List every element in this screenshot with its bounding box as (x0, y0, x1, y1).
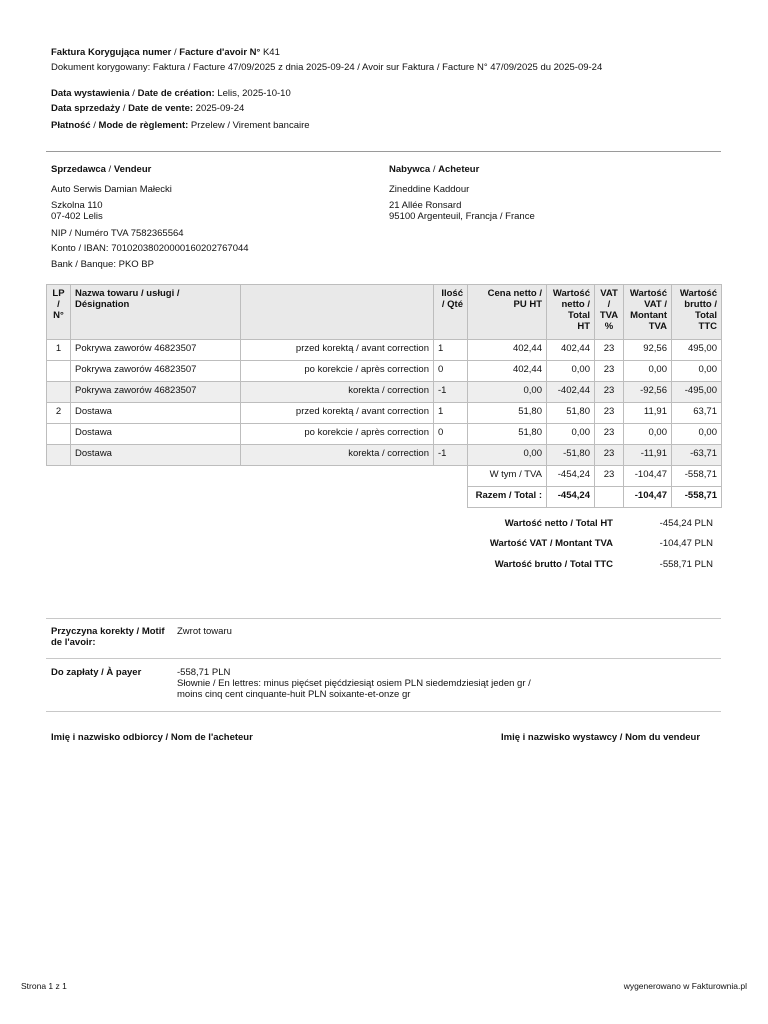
table-header-row (47, 285, 722, 340)
col-lp (47, 285, 71, 340)
cell-net: -402,44 (547, 382, 595, 403)
total-row (47, 487, 722, 508)
cell-vat: 23 (595, 445, 624, 466)
cell-net: 0,00 (547, 424, 595, 445)
reason-label-line1: Przyczyna korekty / Motif (51, 626, 165, 637)
total-row-vat-amount: -104,47 (624, 487, 672, 508)
cell-lp: 1 (47, 340, 71, 361)
cell-vat: 23 (595, 340, 624, 361)
col-qty-line: Ilość (441, 288, 463, 299)
col-vat-amount-line: Wartość (629, 288, 667, 299)
col-name-line: Nazwa towaru / usługi / (75, 288, 180, 299)
cell-kind: korekta / correction (241, 382, 434, 403)
sale-date: Data sprzedaży / Date de vente: 2025-09-24 (51, 103, 245, 114)
title-sep: / (171, 47, 180, 58)
cell-vat-amount: -11,91 (624, 445, 672, 466)
cell-vat-amount: -92,56 (624, 382, 672, 403)
reason-label (51, 626, 176, 648)
col-price-line: Cena netto / (487, 288, 542, 299)
col-net (547, 285, 595, 340)
cell-lp (47, 445, 71, 466)
col-vat-amount (624, 285, 672, 340)
summary-net-value: -454,24 PLN (659, 518, 713, 529)
cell-price: 402,44 (468, 361, 547, 382)
col-kind (241, 285, 434, 340)
col-vat-amount-line: TVA (648, 321, 667, 332)
cell-name: Pokrywa zaworów 46823507 (71, 340, 241, 361)
col-price (468, 285, 547, 340)
page-number: Strona 1 z 1 (21, 981, 67, 991)
signature-divider (46, 711, 721, 712)
buyer-heading-pl: Nabywca (389, 164, 431, 175)
col-net-line: Wartość (552, 288, 590, 299)
payable-words-line2: moins cinq cent cinquante-huit PLN soixante-et-onze gr (177, 689, 411, 700)
cell-vat-amount: 0,00 (624, 424, 672, 445)
col-vat-line: TVA (599, 310, 619, 321)
col-net-line: netto / (561, 299, 590, 310)
cell-gross: 0,00 (672, 424, 722, 445)
col-gross-line: brutto / (684, 299, 717, 310)
vat-row-gross: -558,71 (672, 466, 722, 487)
seller-signature-label: Imię i nazwisko wystawcy / Nom du vendeur (501, 732, 701, 743)
col-vat-amount-line: Montant (630, 310, 667, 321)
vat-row-label: W tym / TVA (468, 466, 547, 487)
cell-vat-amount: 0,00 (624, 361, 672, 382)
cell-qty: 0 (434, 424, 468, 445)
reason-value: Zwrot towaru (177, 626, 232, 637)
payment-value: Przelew / Virement bancaire (190, 120, 310, 131)
col-vat-amount-line: VAT / (644, 299, 667, 310)
cell-kind: korekta / correction (241, 445, 434, 466)
cell-name: Dostawa (71, 445, 241, 466)
payable-divider (46, 658, 721, 659)
table-row (47, 424, 722, 445)
table-row (47, 382, 722, 403)
payable-words-line1: Słownie / En lettres: minus pięćset pięćdziesiąt osiem PLN siedemdziesiąt jeden gr / (177, 678, 531, 689)
cell-price: 0,00 (468, 382, 547, 403)
cell-gross: 0,00 (672, 361, 722, 382)
cell-kind: przed korektą / avant correction (241, 403, 434, 424)
col-lp-line: / (57, 299, 60, 310)
cell-gross: -495,00 (672, 382, 722, 403)
blank-cell (47, 466, 468, 487)
col-net-line: Total (568, 310, 590, 321)
cell-gross: 63,71 (672, 403, 722, 424)
cell-name: Dostawa (71, 424, 241, 445)
table-row (47, 361, 722, 382)
items-table (46, 284, 722, 508)
sale-date-label: Data sprzedaży (51, 103, 121, 114)
payable-block (177, 667, 531, 700)
buyer-street: 21 Allée Ronsard (389, 200, 462, 211)
title-label-fr: Facture d'avoir N° (179, 47, 261, 58)
cell-net: -51,80 (547, 445, 595, 466)
payable-amount: -558,71 PLN (177, 667, 231, 678)
cell-gross: 495,00 (672, 340, 722, 361)
col-lp-line: N° (53, 310, 64, 321)
issue-date-label: Data wystawienia (51, 88, 130, 99)
seller-heading: Sprzedawca / Vendeur (51, 164, 152, 175)
cell-kind: przed korektą / avant correction (241, 340, 434, 361)
invoice-title (51, 46, 280, 60)
cell-name: Pokrywa zaworów 46823507 (71, 382, 241, 403)
payment-method: Płatność / Mode de règlement: Przelew / Virement bancaire (51, 120, 310, 131)
summary-gross-value: -558,71 PLN (659, 559, 713, 570)
seller-heading-pl: Sprzedawca (51, 164, 106, 175)
cell-kind: po korekcie / après correction (241, 424, 434, 445)
total-row-label: Razem / Total : (468, 487, 547, 508)
col-vat (595, 285, 624, 340)
table-row (47, 340, 722, 361)
cell-qty: 1 (434, 403, 468, 424)
invoice-number: K41 (262, 47, 280, 58)
summary-gross-label: Wartość brutto / Total TTC (494, 559, 613, 570)
reason-label-line2: de l'avoir: (51, 637, 96, 648)
cell-vat: 23 (595, 382, 624, 403)
col-price-line: PU HT (513, 299, 542, 310)
col-name (71, 285, 241, 340)
generated-by: wygenerowano w Fakturownia.pl (623, 981, 747, 991)
cell-net: 0,00 (547, 361, 595, 382)
sale-date-label-fr: Date de vente: (128, 103, 194, 114)
cell-qty: 0 (434, 361, 468, 382)
col-gross-line: Total (695, 310, 717, 321)
col-vat-line: / (607, 299, 611, 310)
sale-date-value: 2025-09-24 (195, 103, 245, 114)
cell-net: 402,44 (547, 340, 595, 361)
payment-label: Płatność (51, 120, 91, 131)
cell-vat-amount: 92,56 (624, 340, 672, 361)
table-row (47, 403, 722, 424)
col-gross-line: Wartość (679, 288, 717, 299)
cell-price: 51,80 (468, 424, 547, 445)
total-row-gross: -558,71 (672, 487, 722, 508)
col-vat-line: VAT (600, 288, 618, 299)
col-vat-line: % (604, 321, 614, 332)
summary-vat-label: Wartość VAT / Montant TVA (489, 538, 613, 549)
table-row (47, 445, 722, 466)
seller-street: Szkolna 110 (51, 200, 103, 211)
seller-nip: NIP / Numéro TVA 7582365564 (51, 228, 184, 239)
cell-lp: 2 (47, 403, 71, 424)
col-gross-line: TTC (698, 321, 717, 332)
cell-net: 51,80 (547, 403, 595, 424)
buyer-city: 95100 Argenteuil, Francja / France (389, 211, 535, 222)
cell-vat: 23 (595, 403, 624, 424)
issue-date-value: Lelis, 2025-10-10 (217, 88, 291, 99)
cell-lp (47, 424, 71, 445)
vat-breakdown-row (47, 466, 722, 487)
issue-date: Data wystawienia / Date de création: Lelis, 2025-10-10 (51, 88, 291, 99)
col-name-line: Désignation (75, 299, 130, 310)
cell-gross: -63,71 (672, 445, 722, 466)
cell-qty: -1 (434, 382, 468, 403)
col-gross (672, 285, 722, 340)
seller-city: 07-402 Lelis (51, 211, 103, 222)
cell-qty: -1 (434, 445, 468, 466)
cell-name: Pokrywa zaworów 46823507 (71, 361, 241, 382)
cell-price: 51,80 (468, 403, 547, 424)
vat-row-net: -454,24 (547, 466, 595, 487)
payment-label-fr: Mode de règlement: (98, 120, 189, 131)
seller-heading-fr: Vendeur (113, 164, 152, 175)
cell-vat: 23 (595, 361, 624, 382)
buyer-heading-fr: Acheteur (438, 164, 480, 175)
seller-name: Auto Serwis Damian Małecki (51, 184, 172, 195)
payable-label (51, 666, 141, 680)
payable-label-text: Do zapłaty / À payer (51, 667, 142, 678)
cell-vat: 23 (595, 424, 624, 445)
buyer-heading: Nabywca / Acheteur (389, 164, 480, 175)
cell-vat-amount: 11,91 (624, 403, 672, 424)
blank-cell (47, 487, 468, 508)
cell-qty: 1 (434, 340, 468, 361)
header-divider (46, 151, 721, 152)
total-row-empty (595, 487, 624, 508)
vat-row-rate: 23 (595, 466, 624, 487)
seller-account: Konto / IBAN: 70102038020000160202767044 (51, 243, 249, 254)
cell-kind: po korekcie / après correction (241, 361, 434, 382)
vat-row-amount: -104,47 (624, 466, 672, 487)
cell-lp (47, 361, 71, 382)
summary-vat-value: -104,47 PLN (659, 538, 713, 549)
col-qty-line: / Qté (441, 299, 463, 310)
seller-bank: Bank / Banque: PKO BP (51, 259, 154, 270)
reason-divider (46, 618, 721, 619)
col-lp-line: LP (52, 288, 65, 299)
cell-name: Dostawa (71, 403, 241, 424)
col-net-line: HT (577, 321, 590, 332)
buyer-signature-label: Imię i nazwisko odbiorcy / Nom de l'acheteur (51, 732, 253, 743)
cell-price: 0,00 (468, 445, 547, 466)
total-row-net: -454,24 (547, 487, 595, 508)
title-label: Faktura Korygująca numer (51, 47, 172, 58)
corrected-document: Dokument korygowany: Faktura / Facture 47/09/2025 z dnia 2025-09-24 / Avoir sur Faktura / Facture N° 47/09/2025 du 2025-09-24 (51, 62, 603, 73)
issue-date-label-fr: Date de création: (137, 88, 215, 99)
summary-net-label: Wartość netto / Total HT (504, 518, 613, 529)
buyer-name: Zineddine Kaddour (389, 184, 470, 195)
cell-lp (47, 382, 71, 403)
cell-price: 402,44 (468, 340, 547, 361)
col-qty (434, 285, 468, 340)
